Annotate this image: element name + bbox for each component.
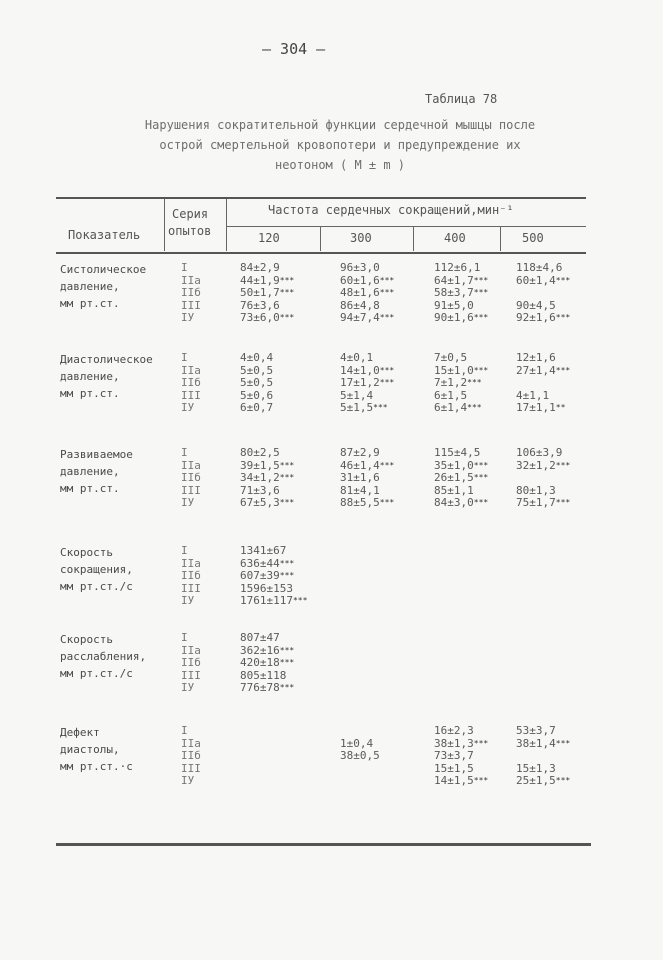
table-cell: 26±1,5*** bbox=[434, 471, 489, 484]
table-cell: 92±1,6*** bbox=[516, 311, 571, 324]
series-label: III bbox=[181, 483, 201, 497]
table-cell: 115±4,5 bbox=[434, 446, 481, 459]
significance-mark: *** bbox=[473, 460, 489, 470]
table-cell: 60±1,4*** bbox=[516, 273, 571, 287]
table-cell: 90±1,6*** bbox=[434, 311, 489, 324]
table-freq-underline bbox=[226, 226, 586, 227]
table-cell: 81±4,1 bbox=[340, 483, 380, 497]
series-label: IIа bbox=[181, 643, 201, 657]
indicator-label: Скорость bbox=[60, 633, 113, 646]
series-label: I bbox=[181, 631, 188, 644]
header-series-line-1: Серия bbox=[172, 207, 209, 221]
header-series-line-2: опытов bbox=[168, 224, 212, 238]
indicator-label: мм рт.ст./с bbox=[60, 667, 133, 680]
series-label: IУ bbox=[181, 774, 195, 787]
table-cell: 38±1,4*** bbox=[516, 736, 571, 750]
table-divider-freq-1 bbox=[320, 227, 321, 251]
significance-mark: *** bbox=[379, 365, 395, 375]
table-cell: 96±3,0 bbox=[340, 261, 380, 274]
table-cell: 1596±153 bbox=[240, 581, 293, 595]
table-caption-line-1: Нарушения сократительной функции сердечной мышцы после bbox=[144, 118, 536, 132]
significance-mark: *** bbox=[555, 460, 571, 470]
table-cell: 53±3,7 bbox=[516, 724, 556, 737]
table-cell: 7±1,2*** bbox=[434, 376, 482, 389]
series-label: IIб bbox=[181, 286, 201, 299]
indicator-label: мм рт.ст. bbox=[60, 297, 120, 310]
indicator-label: мм рт.ст. bbox=[60, 482, 120, 495]
series-label: IIа bbox=[181, 363, 201, 377]
significance-mark: ** bbox=[555, 403, 566, 412]
table-cell: 112±6,1 bbox=[434, 261, 481, 274]
table-cell: 16±2,3 bbox=[434, 724, 474, 737]
table-divider-series bbox=[226, 199, 227, 251]
table-cell: 67±5,3*** bbox=[240, 496, 295, 509]
series-label: I bbox=[181, 261, 188, 274]
significance-mark: *** bbox=[279, 658, 295, 667]
indicator-label: Диастолическое bbox=[60, 353, 153, 366]
significance-mark: *** bbox=[379, 313, 395, 322]
table-cell: 90±4,5 bbox=[516, 298, 556, 312]
series-label: IIа bbox=[181, 273, 201, 287]
indicator-label: мм рт.ст.·с bbox=[60, 760, 133, 773]
significance-mark: *** bbox=[473, 365, 489, 375]
significance-mark: *** bbox=[467, 403, 482, 412]
header-freq-300: 300 bbox=[350, 231, 372, 245]
significance-mark: *** bbox=[555, 275, 571, 285]
table-cell: 118±4,6 bbox=[516, 261, 563, 274]
table-cell: 15±1,3 bbox=[516, 761, 556, 775]
table-cell: 1±0,4 bbox=[340, 736, 374, 750]
significance-mark: *** bbox=[379, 378, 395, 387]
page-number: – 304 – bbox=[262, 40, 326, 58]
significance-mark: *** bbox=[279, 571, 295, 580]
table-cell: 87±2,9 bbox=[340, 446, 380, 459]
table-cell: 17±1,2*** bbox=[340, 376, 395, 389]
series-label: I bbox=[181, 351, 188, 364]
significance-mark: *** bbox=[473, 275, 489, 285]
significance-mark: *** bbox=[279, 313, 295, 322]
series-label: IУ bbox=[181, 496, 195, 509]
table-cell: 84±2,9 bbox=[240, 261, 280, 274]
significance-mark: *** bbox=[473, 313, 489, 322]
header-freq-500: 500 bbox=[522, 231, 544, 245]
table-cell: 5±1,5*** bbox=[340, 401, 388, 414]
table-cell: 39±1,5*** bbox=[240, 458, 295, 472]
significance-mark: *** bbox=[279, 683, 295, 692]
table-cell: 50±1,7*** bbox=[240, 286, 295, 299]
significance-mark: *** bbox=[379, 460, 395, 470]
table-cell: 86±4,8 bbox=[340, 298, 380, 312]
table-cell: 73±6,0*** bbox=[240, 311, 295, 324]
header-freq-120: 120 bbox=[258, 231, 280, 245]
series-label: III bbox=[181, 668, 201, 682]
significance-mark: *** bbox=[279, 275, 295, 285]
significance-mark: *** bbox=[279, 558, 295, 568]
series-label: III bbox=[181, 581, 201, 595]
table-cell: 636±44*** bbox=[240, 556, 295, 570]
significance-mark: *** bbox=[279, 460, 295, 470]
table-cell: 76±3,6 bbox=[240, 298, 280, 312]
significance-mark: *** bbox=[555, 738, 571, 748]
significance-mark: *** bbox=[279, 645, 295, 655]
series-label: IIа bbox=[181, 458, 201, 472]
table-cell: 84±3,0*** bbox=[434, 496, 489, 509]
indicator-label: мм рт.ст./с bbox=[60, 580, 133, 593]
table-cell: 31±1,6 bbox=[340, 471, 380, 484]
table-caption-line-2: острой смертельной кровопотери и предупреждение их bbox=[159, 138, 521, 152]
series-label: IIб bbox=[181, 376, 201, 389]
table-cell: 60±1,6*** bbox=[340, 273, 395, 287]
table-top-rule bbox=[56, 197, 586, 199]
series-label: IУ bbox=[181, 401, 195, 414]
series-label: IIб bbox=[181, 749, 201, 762]
table-cell: 34±1,2*** bbox=[240, 471, 295, 484]
table-cell: 85±1,1 bbox=[434, 483, 474, 497]
table-label: Таблица 78 bbox=[425, 92, 498, 106]
table-cell: 1341±67 bbox=[240, 544, 287, 557]
table-cell: 6±1,5 bbox=[434, 388, 468, 402]
table-cell: 44±1,9*** bbox=[240, 273, 295, 287]
significance-mark: *** bbox=[292, 596, 308, 605]
significance-mark: *** bbox=[373, 403, 388, 412]
significance-mark: *** bbox=[379, 288, 395, 297]
table-cell: 58±3,7*** bbox=[434, 286, 489, 299]
table-cell: 807±47 bbox=[240, 631, 280, 644]
table-caption-line-3: неотоном ( M ± m ) bbox=[274, 158, 406, 172]
table-cell: 4±0,4 bbox=[240, 351, 274, 364]
table-cell: 5±0,5 bbox=[240, 363, 274, 377]
significance-mark: *** bbox=[279, 498, 295, 507]
table-header-rule bbox=[56, 252, 586, 254]
table-cell: 17±1,1** bbox=[516, 401, 566, 414]
table-cell: 12±1,6 bbox=[516, 351, 556, 364]
series-label: I bbox=[181, 544, 188, 557]
table-divider-freq-3 bbox=[500, 227, 501, 251]
table-cell: 420±18*** bbox=[240, 656, 295, 669]
series-label: IIб bbox=[181, 471, 201, 484]
significance-mark: *** bbox=[555, 365, 571, 375]
table-cell: 106±3,9 bbox=[516, 446, 563, 459]
indicator-label: Скорость bbox=[60, 546, 113, 559]
significance-mark: *** bbox=[473, 473, 489, 482]
significance-mark: *** bbox=[555, 498, 571, 507]
table-cell: 6±0,7 bbox=[240, 401, 274, 414]
significance-mark: *** bbox=[473, 738, 489, 748]
header-freq-title: Частота сердечных сокращений,мин⁻¹ bbox=[268, 203, 514, 217]
table-cell: 27±1,4*** bbox=[516, 363, 571, 377]
table-cell: 7±0,5 bbox=[434, 351, 468, 364]
table-cell: 88±5,5*** bbox=[340, 496, 395, 509]
significance-mark: *** bbox=[279, 473, 295, 482]
significance-mark: *** bbox=[555, 313, 571, 322]
indicator-label: Дефект bbox=[60, 726, 100, 739]
table-cell: 32±1,2*** bbox=[516, 458, 571, 472]
series-label: IУ bbox=[181, 311, 195, 324]
indicator-label: давление, bbox=[60, 280, 120, 293]
significance-mark: *** bbox=[473, 776, 489, 785]
table-cell: 38±0,5 bbox=[340, 749, 380, 762]
table-cell: 71±3,6 bbox=[240, 483, 280, 497]
indicator-label: давление, bbox=[60, 370, 120, 383]
table-cell: 94±7,4*** bbox=[340, 311, 395, 324]
table-cell: 64±1,7*** bbox=[434, 273, 489, 287]
indicator-label: расслабления, bbox=[60, 650, 147, 663]
table-cell: 80±1,3 bbox=[516, 483, 556, 497]
series-label: I bbox=[181, 724, 188, 737]
table-cell: 776±78*** bbox=[240, 681, 295, 694]
significance-mark: *** bbox=[379, 275, 395, 285]
table-cell: 48±1,6*** bbox=[340, 286, 395, 299]
table-cell: 73±3,7 bbox=[434, 749, 474, 762]
table-cell: 14±1,0*** bbox=[340, 363, 395, 377]
indicator-label: Систолическое bbox=[60, 263, 147, 276]
significance-mark: *** bbox=[467, 378, 482, 387]
indicator-label: мм рт.ст. bbox=[60, 387, 120, 400]
table-cell: 607±39*** bbox=[240, 569, 295, 582]
table-cell: 91±5,0 bbox=[434, 298, 474, 312]
table-cell: 5±0,5 bbox=[240, 376, 274, 389]
significance-mark: *** bbox=[279, 288, 295, 297]
table-cell: 35±1,0*** bbox=[434, 458, 489, 472]
table-cell: 46±1,4*** bbox=[340, 458, 395, 472]
table-cell: 15±1,0*** bbox=[434, 363, 489, 377]
table-cell: 75±1,7*** bbox=[516, 496, 571, 509]
table-cell: 362±16*** bbox=[240, 643, 295, 657]
header-freq-400: 400 bbox=[444, 231, 466, 245]
significance-mark: *** bbox=[379, 498, 395, 507]
table-cell: 80±2,5 bbox=[240, 446, 280, 459]
significance-mark: *** bbox=[473, 288, 489, 297]
indicator-label: диастолы, bbox=[60, 743, 120, 756]
table-cell: 4±0,1 bbox=[340, 351, 374, 364]
table-cell: 38±1,3*** bbox=[434, 736, 489, 750]
indicator-label: Развиваемое bbox=[60, 448, 133, 461]
significance-mark: *** bbox=[555, 776, 571, 785]
series-label: IIб bbox=[181, 656, 201, 669]
series-label: IIб bbox=[181, 569, 201, 582]
table-cell: 5±1,4 bbox=[340, 388, 374, 402]
table-cell: 6±1,4*** bbox=[434, 401, 482, 414]
table-cell: 25±1,5*** bbox=[516, 774, 571, 787]
table-cell: 1761±117*** bbox=[240, 594, 308, 607]
series-label: IIа bbox=[181, 556, 201, 570]
series-label: III bbox=[181, 388, 201, 402]
indicator-label: давление, bbox=[60, 465, 120, 478]
series-label: IУ bbox=[181, 594, 195, 607]
series-label: I bbox=[181, 446, 188, 459]
table-cell: 5±0,6 bbox=[240, 388, 274, 402]
table-cell: 805±118 bbox=[240, 668, 287, 682]
table-cell: 14±1,5*** bbox=[434, 774, 489, 787]
series-label: III bbox=[181, 761, 201, 775]
series-label: III bbox=[181, 298, 201, 312]
header-indicator: Показатель bbox=[68, 228, 141, 242]
series-label: IIа bbox=[181, 736, 201, 750]
table-divider-freq-2 bbox=[413, 227, 414, 251]
table-cell: 15±1,5 bbox=[434, 761, 474, 775]
table-bottom-rule bbox=[56, 843, 591, 846]
table-divider-indicator bbox=[164, 199, 165, 251]
indicator-label: сокращения, bbox=[60, 563, 133, 576]
series-label: IУ bbox=[181, 681, 195, 694]
table-cell: 4±1,1 bbox=[516, 388, 550, 402]
significance-mark: *** bbox=[473, 498, 489, 507]
